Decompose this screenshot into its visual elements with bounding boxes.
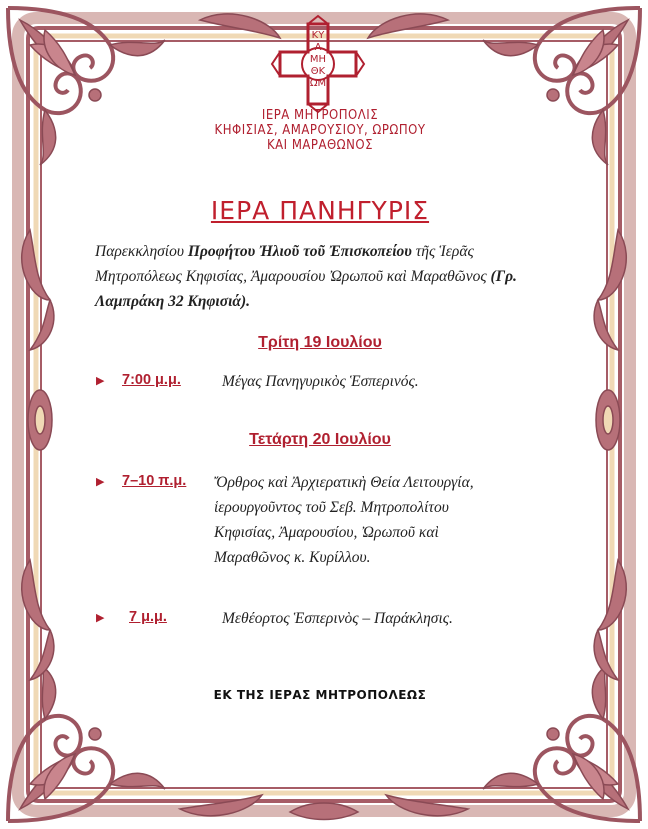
intro-chapel-name: Προφήτου Ἠλιοῦ τοῦ Ἐπισκοπείου (187, 243, 412, 260)
event-time-3: 7 μ.μ. (129, 609, 167, 625)
bullet-icon: ▶ (96, 375, 105, 387)
event-desc-2-line-4: Μαραθῶνος κ. Κυρίλλου. (214, 549, 371, 566)
event-desc-3-line-1: Μεθέορτος Ἑσπερινὸς – Παράκλησις. (222, 610, 453, 627)
bullet-icon: ▶ (96, 612, 105, 624)
seal-letter-2: Α (314, 42, 322, 53)
metropolis-line-2: ΚΗΦΙΣΙΑΣ, ΑΜΑΡΟΥΣΙΟΥ, ΩΡΩΠΟΥ (214, 123, 426, 138)
seal-letters (288, 30, 348, 90)
day-heading-1: Τρίτη 19 Ιουλίου (258, 334, 382, 351)
bullet-icon: ▶ (96, 476, 105, 488)
day-heading-2: Τετάρτη 20 Ιουλίου (249, 431, 391, 448)
intro-address: (Γρ. Λαμπράκη 32 Κηφισιά). (95, 268, 517, 310)
event-desc-2-line-1: Ὄρθρος καὶ Ἀρχιερατικὴ Θεία Λειτουργία, (214, 474, 474, 491)
metropolis-line-3: ΚΑΙ ΜΑΡΑΘΩΝΟΣ (267, 138, 373, 153)
intro-pre: Παρεκκλησίου (95, 243, 188, 260)
intro-paragraph (95, 239, 555, 314)
metropolis-line-1: ΙΕΡΑ ΜΗΤΡΟΠΟΛΙΣ (261, 108, 379, 123)
event-desc-2 (214, 470, 474, 570)
page-title: ΙΕΡΑ ΠΑΝΗΓΥΡΙΣ (210, 196, 430, 225)
intro-post: τῆς Ἱερᾶς Μητροπόλεως Κηφισίας, Ἀμαρουσίου Ὠρωποῦ καὶ Μαραθῶνος (95, 243, 491, 285)
seal-letter-3: ΜΗ (309, 54, 327, 65)
seal-letter-1: ΚΥ (311, 30, 325, 41)
event-time-2: 7–10 π.μ. (122, 473, 187, 489)
footer-signature: ΕΚ ΤΗΣ ΙΕΡΑΣ ΜΗΤΡΟΠΟΛΕΩΣ (213, 688, 427, 702)
seal-letter-4: ΘΚ (310, 66, 326, 77)
event-desc-2-line-3: Κηφισίας, Ἀμαρουσίου, Ὠρωποῦ καὶ (214, 524, 439, 541)
seal-letter-5: ΩΜ (309, 78, 327, 89)
event-desc-1-line-1: Μέγας Πανηγυρικὸς Ἑσπερινός. (222, 373, 419, 390)
event-time-1: 7:00 μ.μ. (122, 372, 181, 388)
event-desc-2-line-2: ἱερουργοῦντος τοῦ Σεβ. Μητροπολίτου (214, 499, 449, 516)
